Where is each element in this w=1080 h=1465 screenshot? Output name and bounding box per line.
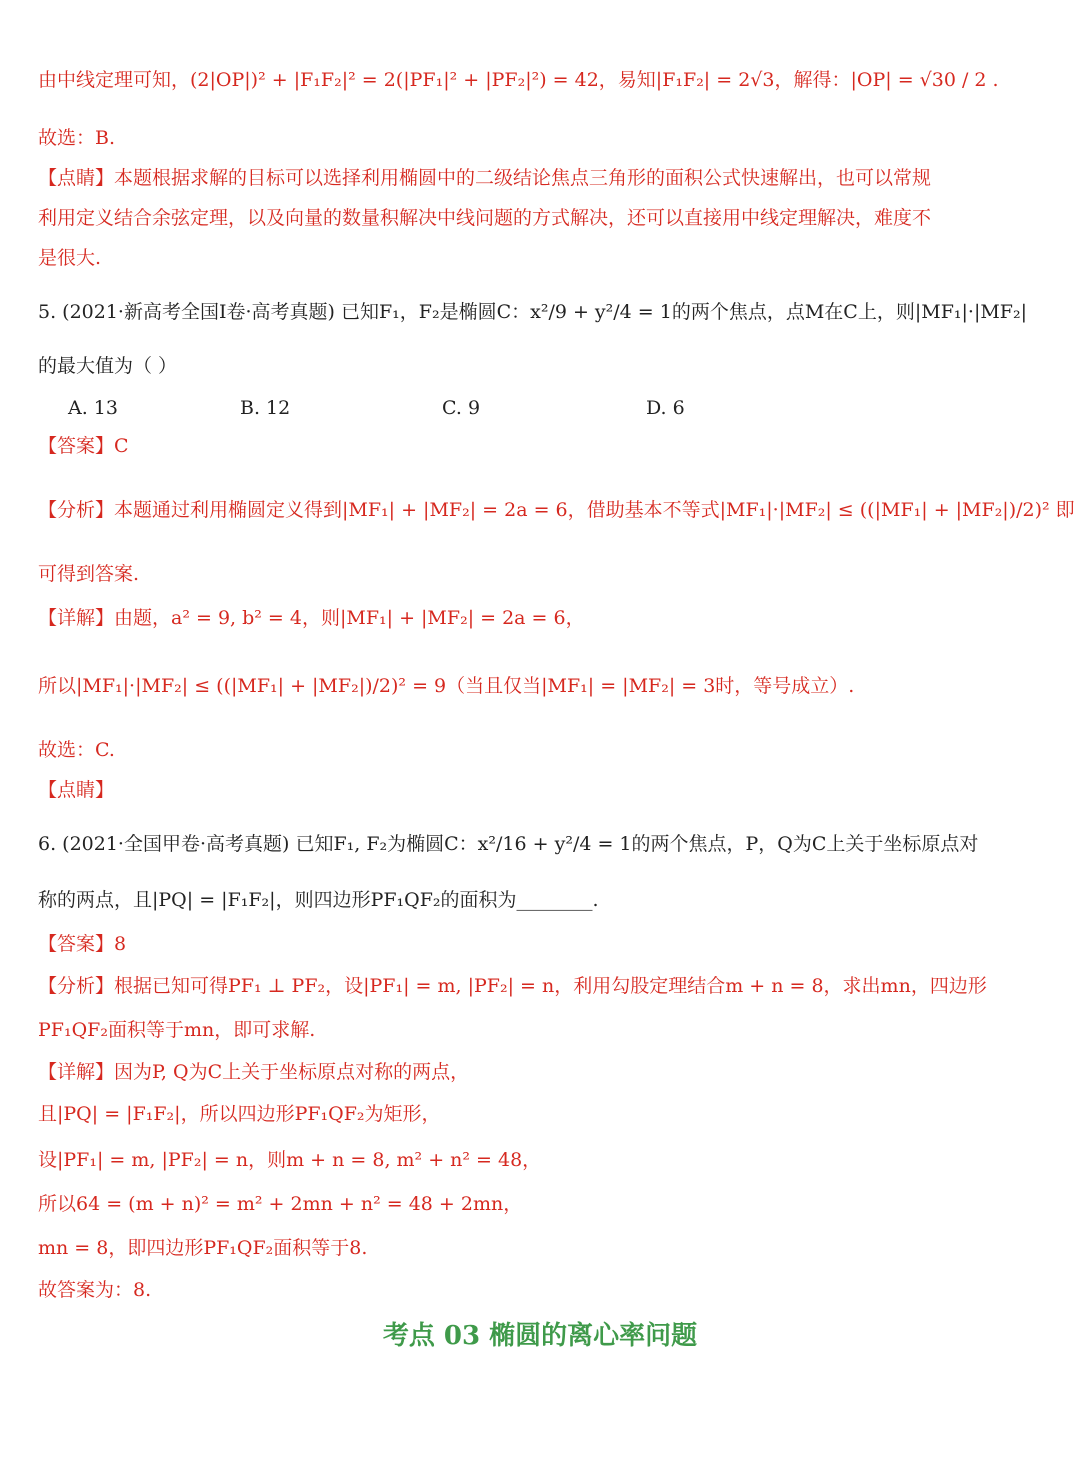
text-line-6: 5. (2021·新高考全国I卷·高考真题) 已知F₁，F₂是椭圆C：x²/9 + y²/4 = 1的两个焦点，点M在C上，则|MF₁|·|MF₂| bbox=[38, 301, 1028, 323]
text-line-14: 【点睛】 bbox=[38, 779, 115, 801]
text-line-23: 所以64 = (m + n)² = m² + 2mn + n² = 48 + 2mn， bbox=[38, 1193, 523, 1215]
text-line-3: 【点睛】本题根据求解的目标可以选择利用椭圆中的二级结论焦点三角形的面积公式快速解出，也可以常规 bbox=[38, 167, 932, 189]
option-a: A. 13 bbox=[68, 397, 118, 419]
option-d: D. 6 bbox=[646, 397, 685, 419]
text-line-7: 的最大值为（ ） bbox=[38, 355, 178, 377]
text-line-8: 【答案】C bbox=[38, 435, 129, 457]
text-line-12: 所以|MF₁|·|MF₂| ≤ ((|MF₁| + |MF₂|)/2)² = 9（当且仅当|MF₁| = |MF₂| = 3时，等号成立）. bbox=[38, 675, 855, 697]
option-b: B. 12 bbox=[240, 397, 291, 419]
text-line-18: 【分析】根据已知可得PF₁ ⊥ PF₂，设|PF₁| = m, |PF₂| = n，利用勾股定理结合m + n = 8，求出mn，四边形 bbox=[38, 975, 987, 997]
text-line-11: 【详解】由题，a² = 9, b² = 4，则|MF₁| + |MF₂| = 2a = 6， bbox=[38, 607, 585, 629]
section-heading: 考点 03 椭圆的离心率问题 bbox=[382, 1321, 698, 1351]
text-line-24: mn = 8，即四边形PF₁QF₂面积等于8. bbox=[38, 1237, 368, 1259]
text-line-4: 利用定义结合余弦定理，以及向量的数量积解决中线问题的方式解决，还可以直接用中线定理解决，难度不 bbox=[38, 207, 932, 229]
text-line-17: 【答案】8 bbox=[38, 933, 127, 955]
text-line-10: 可得到答案. bbox=[38, 563, 140, 585]
text-line-19: PF₁QF₂面积等于mn，即可求解. bbox=[38, 1019, 316, 1041]
text-line-25: 故答案为：8. bbox=[38, 1279, 152, 1301]
text-line-13: 故选：C. bbox=[38, 739, 115, 761]
text-line-22: 设|PF₁| = m, |PF₂| = n，则m + n = 8, m² + n² = 48， bbox=[38, 1149, 542, 1171]
text-line-15: 6. (2021·全国甲卷·高考真题) 已知F₁, F₂为椭圆C：x²/16 + y²/4 = 1的两个焦点，P，Q为C上关于坐标原点对 bbox=[38, 833, 979, 855]
option-c: C. 9 bbox=[442, 397, 481, 419]
text-line-20: 【详解】因为P, Q为C上关于坐标原点对称的两点， bbox=[38, 1061, 470, 1083]
text-line-21: 且|PQ| = |F₁F₂|，所以四边形PF₁QF₂为矩形， bbox=[38, 1103, 441, 1125]
text-line-9: 【分析】本题通过利用椭圆定义得到|MF₁| + |MF₂| = 2a = 6，借助基本不等式|MF₁|·|MF₂| ≤ ((|MF₁| + |MF₂|)/2)² 即 bbox=[38, 499, 1075, 521]
text-line-5: 是很大. bbox=[38, 247, 102, 269]
text-line-16: 称的两点，且|PQ| = |F₁F₂|，则四边形PF₁QF₂的面积为________. bbox=[38, 889, 599, 911]
text-line-1: 由中线定理可知，(2|OP|)² + |F₁F₂|² = 2(|PF₁|² + |PF₂|²) = 42，易知|F₁F₂| = 2√3，解得：|OP| = √30 / 2 . bbox=[38, 69, 999, 91]
text-line-2: 故选：B. bbox=[38, 127, 116, 149]
